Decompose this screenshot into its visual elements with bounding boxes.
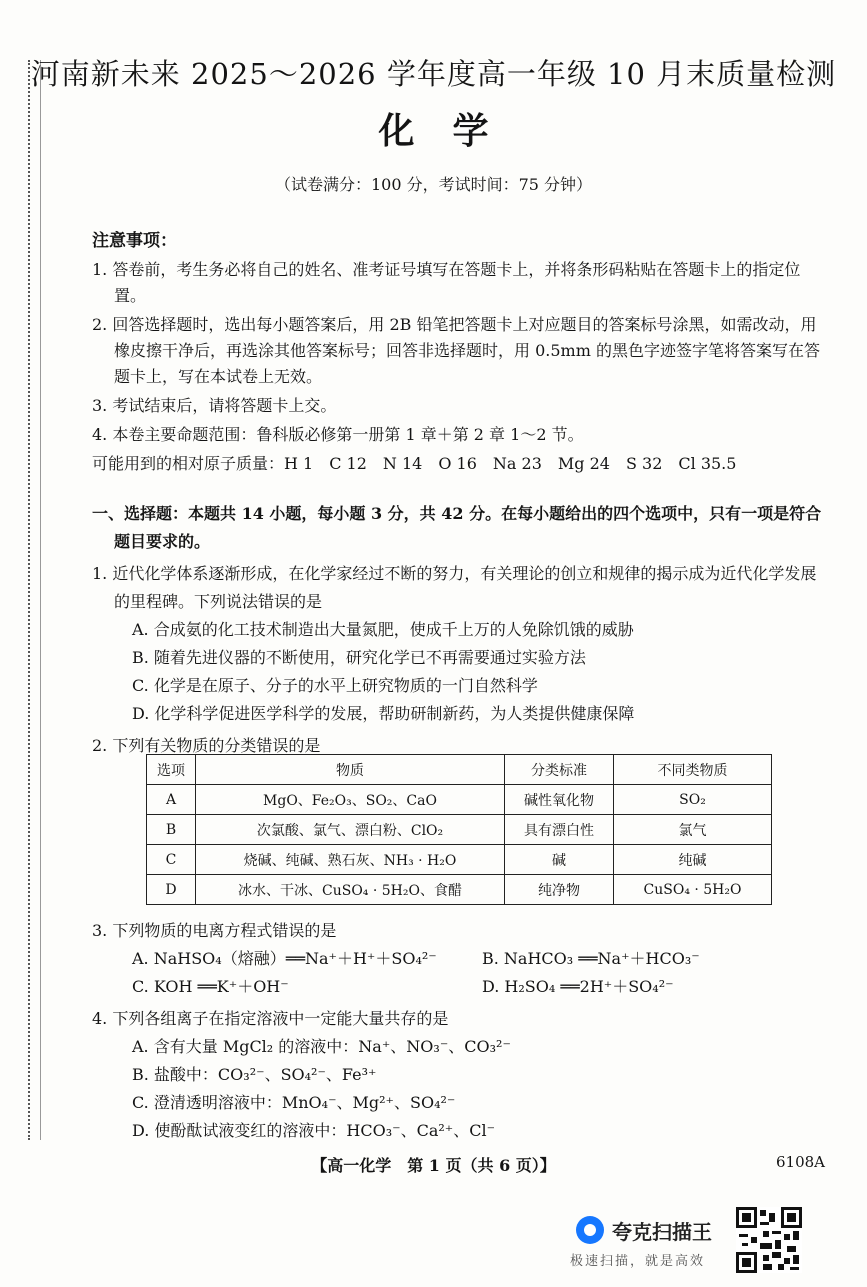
question-4-stem: 4. 下列各组离子在指定溶液中一定能大量共存的是: [92, 1009, 449, 1028]
question-3-stem: 3. 下列物质的电离方程式错误的是: [92, 921, 337, 940]
notice-heading: 注意事项：: [92, 231, 177, 251]
table-cell: 碱: [505, 845, 614, 875]
classification-table: [146, 754, 772, 905]
table-cell: 烧碱、纯碱、熟石灰、NH₃ · H₂O: [196, 845, 505, 875]
notice-item-2: 2. 回答选择题时，选出每小题答案后，用 2B 铅笔把答题卡上对应题目的答案标号涂黑，如需改动，用橡皮擦干净后，再选涂其他答案标号；回答非选择题时，用 0.5mm 的黑色字迹签字笔将答案写在答题卡上，写在本试卷上无效。: [92, 315, 820, 386]
table-cell: 冰水、干冰、CuSO₄ · 5H₂O、食醋: [196, 875, 505, 905]
table-cell: 次氯酸、氯气、漂白粉、ClO₂: [196, 815, 505, 845]
table-header-cell: 分类标准: [505, 755, 614, 785]
notice-item-4: 4. 本卷主要命题范围：鲁科版必修第一册第 1 章＋第 2 章 1～2 节。: [92, 425, 584, 444]
watermark-name: 夸克扫描王: [612, 1220, 712, 1244]
table-row: [147, 815, 772, 845]
q4-option-b: B. 盐酸中：CO₃²⁻、SO₄²⁻、Fe³⁺: [132, 1065, 377, 1084]
q3-option-a: A. NaHSO₄（熔融）══Na⁺＋H⁺＋SO₄²⁻: [132, 949, 437, 968]
q3-option-c: C. KOH ══K⁺＋OH⁻: [132, 977, 289, 996]
q4-option-d: D. 使酚酞试液变红的溶液中：HCO₃⁻、Ca²⁺、Cl⁻: [132, 1121, 496, 1140]
table-cell: B: [147, 815, 196, 845]
q4-option-a: A. 含有大量 MgCl₂ 的溶液中：Na⁺、NO₃⁻、CO₃²⁻: [132, 1037, 511, 1056]
table-cell: 纯净物: [505, 875, 614, 905]
table-cell: CuSO₄ · 5H₂O: [614, 875, 772, 905]
table-cell: SO₂: [614, 785, 772, 815]
quark-logo-icon: [576, 1216, 604, 1244]
table-cell: 纯碱: [614, 845, 772, 875]
table-cell: C: [147, 845, 196, 875]
exam-title: 河南新未来 2025～2026 学年度高一年级 10 月末质量检测: [30, 57, 837, 91]
qr-code-icon: [736, 1207, 802, 1273]
question-1-stem: 1. 近代化学体系逐渐形成，在化学家经过不断的努力，有关理论的创立和规律的揭示成为近代化学发展的里程碑。下列说法错误的是: [92, 564, 817, 611]
table-cell: A: [147, 785, 196, 815]
table-cell: MgO、Fe₂O₃、SO₂、CaO: [196, 785, 505, 815]
table-row: [147, 785, 772, 815]
table-cell: D: [147, 875, 196, 905]
table-header-cell: 选项: [147, 755, 196, 785]
binding-line-dotted: [28, 60, 30, 1140]
scanner-watermark: [570, 1210, 730, 1270]
questions-part2: [92, 913, 832, 1145]
q4-option-c: C. 澄清透明溶液中：MnO₄⁻、Mg²⁺、SO₄²⁻: [132, 1093, 456, 1112]
q1-option-a: A. 合成氨的化工技术制造出大量氮肥，使成千上万的人免除饥饿的威胁: [132, 620, 634, 639]
page-footer: 【高一化学 第 1 页（共 6 页）】: [311, 1156, 556, 1175]
table-row: [147, 845, 772, 875]
notice-item-3: 3. 考试结束后，请将答题卡上交。: [92, 396, 337, 415]
subject-title: 化学: [378, 110, 527, 152]
notice-section: [92, 228, 832, 477]
table-header-row: [147, 755, 772, 785]
atomic-mass-line: 可能用到的相对原子质量：H 1 C 12 N 14 O 16 Na 23 Mg 24 S 32 Cl 35.5: [92, 454, 737, 473]
q3-option-d: D. H₂SO₄ ══2H⁺＋SO₄²⁻: [482, 977, 674, 996]
paper-code: 6108A: [776, 1153, 826, 1171]
question-2-stem: 2. 下列有关物质的分类错误的是: [92, 736, 321, 755]
exam-meta: （试卷满分：100 分，考试时间：75 分钟）: [274, 175, 593, 194]
q1-option-c: C. 化学是在原子、分子的水平上研究物质的一门自然科学: [132, 676, 538, 695]
table-cell: 氯气: [614, 815, 772, 845]
section-heading: 一、选择题：本题共 14 小题，每小题 3 分，共 42 分。在每小题给出的四个选项中，只有一项是符合题目要求的。: [92, 504, 822, 551]
notice-item-1: 1. 答卷前，考生务必将自己的姓名、准考证号填写在答题卡上，并将条形码粘贴在答题卡上的指定位置。: [92, 260, 801, 305]
table-cell: 碱性氧化物: [505, 785, 614, 815]
watermark-tagline: 极速扫描，就是高效: [570, 1254, 706, 1269]
table-header-cell: 不同类物质: [614, 755, 772, 785]
q3-options-row-2: [92, 973, 832, 1001]
q3-options-row-1: [92, 945, 832, 973]
q1-option-d: D. 化学科学促进医学科学的发展，帮助研制新药，为人类提供健康保障: [132, 704, 635, 723]
table-cell: 具有漂白性: [505, 815, 614, 845]
q1-option-b: B. 随着先进仪器的不断使用，研究化学已不再需要通过实验方法: [132, 648, 586, 667]
questions-part1: [92, 500, 832, 760]
binding-line: [40, 60, 41, 1140]
q3-option-b: B. NaHCO₃ ══Na⁺＋HCO₃⁻: [482, 949, 700, 968]
table-row: [147, 875, 772, 905]
table-header-cell: 物质: [196, 755, 505, 785]
